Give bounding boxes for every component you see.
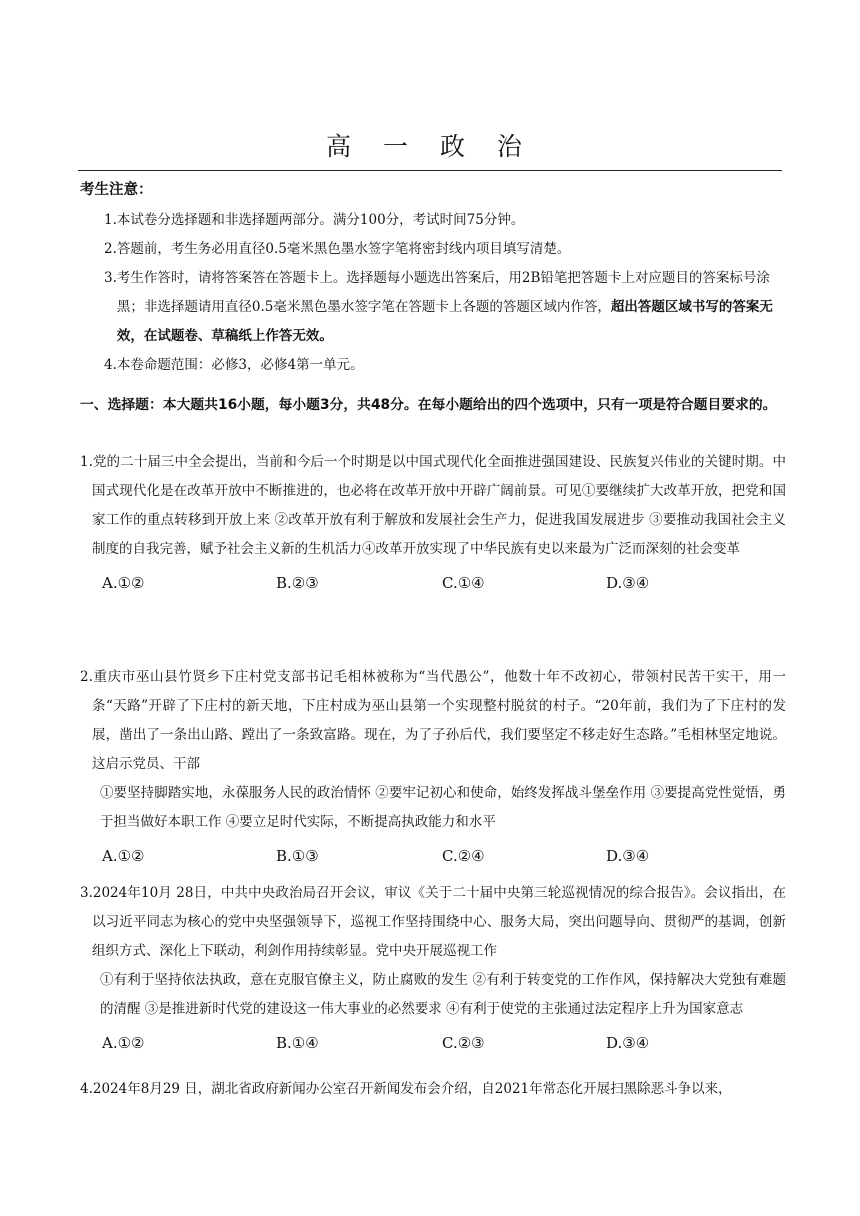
option-c[interactable]: C.①④ (442, 573, 485, 592)
option-d[interactable]: D.③④ (606, 846, 650, 865)
notice-item-number: 3. (104, 270, 117, 286)
question-4 (80, 1075, 786, 1104)
question-statements: ①要坚持脚踏实地，永葆服务人民的政治情怀 ②要牢记初心和使命，始终发挥战斗堡垒作用 ③要提高党性觉悟，勇于担当做好本职工作 ④要立足时代实际，不断提高执政能力和水平 (100, 785, 786, 830)
answer-options (80, 841, 786, 871)
question-2 (80, 663, 786, 871)
option-b[interactable]: B.①③ (276, 846, 319, 865)
option-a[interactable]: A.①② (102, 573, 145, 592)
notice-item-text: 本卷命题范围：必修3，必修4第一单元。 (116, 357, 364, 373)
notice-item-number: 1. (104, 212, 117, 228)
notice-item-2 (104, 235, 784, 264)
title-divider (78, 170, 782, 171)
question-3 (80, 879, 786, 1058)
question-stem: 1.党的二十届三中全会提出，当前和今后一个时期是以中国式现代化全面推进强国建设、民族复兴伟业的关键时期。中国式现代化是在改革开放中不断推进的，也必将在改革开放中开辟广阔前景。可见①要继续扩大改革开放，把党和国家工作的重点转移到开放上来 ②改革开放有利于解放和发展社会生产力，促进我国发展进步 ③要推动我国社会主义制度的自我完善，赋予社会主义新的生机活力④改革开放实现了中华民族有史以来最为广泛而深刻的社会变革 (80, 454, 786, 557)
section-heading: 一、选择题：本大题共16小题，每小题3分，共48分。在每小题给出的四个选项中，只有一项是符合题目要求的。 (80, 397, 777, 413)
question-stem: 3.2024年10月 28日，中共中央政治局召开会议，审议《关于二十届中央第三轮巡视情况的综合报告》。会议指出，在以习近平同志为核心的党中央坚强领导下，巡视工作坚持围绕中心、服务大局，突出问题导向、贯彻严的基调，创新组织方式、深化上下联动，利剑作用持续彰显。党中央开展巡视工作 (80, 885, 786, 959)
option-c[interactable]: C.②③ (442, 1033, 485, 1052)
option-b[interactable]: B.②③ (276, 573, 319, 592)
notice-list (104, 206, 784, 380)
notice-item-number: 4. (104, 357, 117, 373)
question-stem: 2.重庆市巫山县竹贤乡下庄村党支部书记毛相林被称为“当代愚公”，他数十年不改初心，带领村民苦干实干，用一条“天路”开辟了下庄村的新天地，下庄村成为巫山县第一个实现整村脱贫的村子。“20年前，我们为了下庄村的发展，凿出了一条出山路、蹚出了一条致富路。现在，为了子孙后代，我们要坚定不移走好生态路。”毛相林坚定地说。这启示党员、干部 (80, 669, 786, 772)
answer-options (80, 568, 786, 598)
notice-heading: 考生注意： (80, 182, 153, 198)
notice-item-number: 2. (104, 241, 117, 257)
notice-item-text: 本试卷分选择题和非选择题两部分。满分100分，考试时间75分钟。 (116, 212, 525, 228)
option-b[interactable]: B.①④ (276, 1033, 319, 1052)
notice-item-text (117, 264, 784, 351)
option-a[interactable]: A.①② (102, 846, 145, 865)
notice-item-text-bold: 超出答题区域书写的答案无效，在试题卷、草稿纸上作答无效。 (116, 299, 773, 344)
question-stem: 4.2024年8月29 日，湖北省政府新闻办公室召开新闻发布会介绍，自2021年常态化开展扫黑除恶斗争以来， (80, 1081, 732, 1097)
answer-options (80, 1028, 786, 1058)
notice-item-text-normal: 考生作答时，请将答案答在答题卡上。选择题每小题选出答案后，用2B铅笔把答题卡上对应题目的答案标号涂黑；非选择题请用直径0.5毫米黑色墨水签字笔在答题卡上各题的答题区域内作答， (116, 270, 770, 315)
question-statements: ①有利于坚持依法执政，意在克服官僚主义，防止腐败的发生 ②有利于转变党的工作作风，保持解决大党独有难题的清醒 ③是推进新时代党的建设这一伟大事业的必然要求 ④有利于使党的主张通过法定程序上升为国家意志 (100, 972, 786, 1017)
notice-item-1 (104, 206, 784, 235)
notice-item-4 (104, 351, 784, 380)
option-d[interactable]: D.③④ (606, 573, 650, 592)
notice-item-3 (104, 264, 784, 351)
page-title: 高 一 政 治 (326, 132, 534, 161)
option-d[interactable]: D.③④ (606, 1033, 650, 1052)
notice-item-text: 答题前，考生务必用直径0.5毫米黑色墨水签字笔将密封线内项目填写清楚。 (116, 241, 571, 257)
question-1 (80, 448, 786, 598)
option-c[interactable]: C.②④ (442, 846, 485, 865)
option-a[interactable]: A.①② (102, 1033, 145, 1052)
